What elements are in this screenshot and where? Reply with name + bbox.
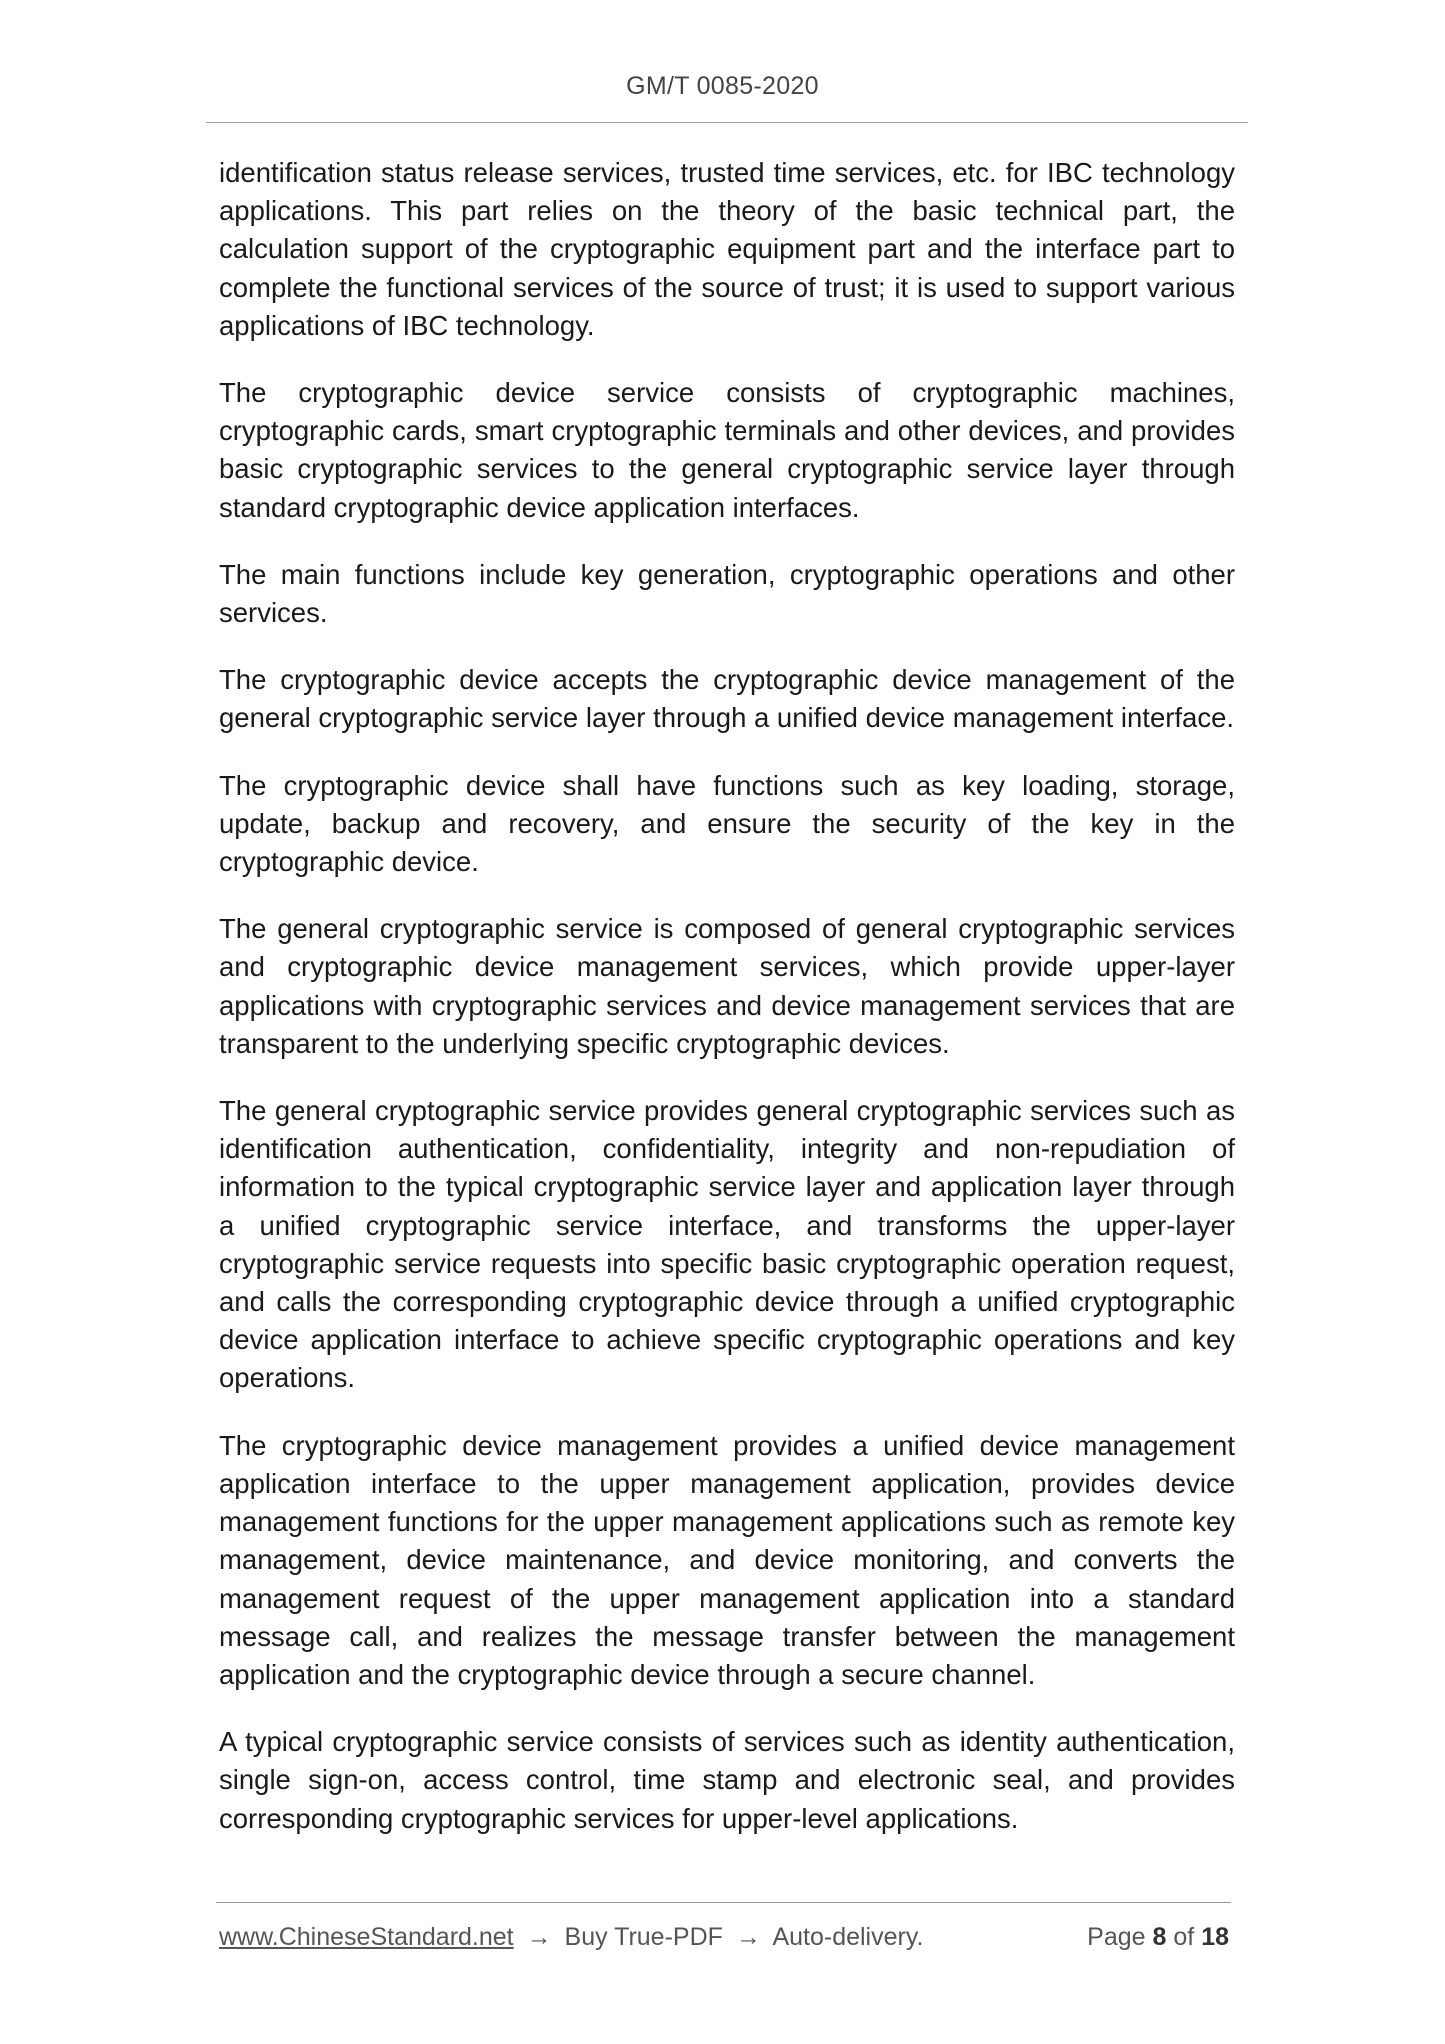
paragraph-general-service-composition: The general cryptographic service is composed of general cryptographic services and cryptographic device management services, which provide upper-layer applications with cryptographic services and device management services that are transparent to the underlying specific cryptographic devices. [219,913,1235,1059]
paragraph-device-management: The cryptographic device accepts the cryptographic device management of the general cryptographic service layer through a unified device management interface. [219,664,1235,734]
document-body [219,154,1235,1867]
paragraph-ibc-applications: identification status release services, trusted time services, etc. for IBC technology applications. This part relies on the theory of the basic technical part, the calculation support of the cryptographic equipment part and the interface part to complete the functional services of the source of trust; it is used to support various applications of IBC technology. [219,157,1235,341]
page-footer [219,1923,1229,1957]
page-indicator [1087,1923,1229,1952]
paragraph-device-service: The cryptographic device service consists of cryptographic machines, cryptographic cards, smart cryptographic terminals and other devices, and provides basic cryptographic services to the general cryptographic service layer through standard cryptographic device application interfaces. [219,377,1235,523]
of-label: of [1173,1923,1195,1951]
arrow-right-icon: → [735,1923,761,1951]
document-code-header: GM/T 0085-2020 [626,72,819,100]
header-divider [206,122,1248,123]
paragraph-general-service-provides: The general cryptographic service provides general cryptographic services such as identification authentication, confidentiality, integrity and non-repudiation of information to the typical cryptographic service layer and application layer through a unified cryptographic service interface, and transforms the upper-layer cryptographic service requests into specific basic cryptographic operation request, and calls the corresponding cryptographic device through a unified cryptographic device application interface to achieve specific cryptographic operations and key operations. [219,1095,1235,1394]
page-label: Page [1087,1923,1146,1951]
current-page-number: 8 [1152,1923,1167,1951]
buy-pdf-text: Buy True-PDF [564,1923,723,1951]
paragraph-main-functions: The main functions include key generation, cryptographic operations and other services. [219,558,1235,629]
chinesestandard-link[interactable]: www.ChineseStandard.net [219,1923,514,1951]
auto-delivery-text: Auto-delivery. [772,1923,924,1951]
footer-divider [216,1902,1231,1903]
arrow-right-icon: → [526,1923,552,1951]
footer-promo [219,1923,923,1952]
paragraph-device-management-interface: The cryptographic device management provides a unified device management application interface to the upper management application, provides device management functions for the upper management applications such as remote key management, device maintenance, and device monitoring, and converts the management request of the upper management application into a standard message call, and realizes the message transfer between the management application and the cryptographic device through a secure channel. [219,1429,1235,1690]
total-pages-number: 18 [1201,1923,1229,1951]
paragraph-typical-service: A typical cryptographic service consists of services such as identity authentication, single sign-on, access control, time stamp and electronic seal, and provides corresponding cryptographic services for upper-level applications. [219,1726,1235,1834]
paragraph-key-functions: The cryptographic device shall have functions such as key loading, storage, update, backup and recovery, and ensure the security of the key in the cryptographic device. [219,769,1235,878]
